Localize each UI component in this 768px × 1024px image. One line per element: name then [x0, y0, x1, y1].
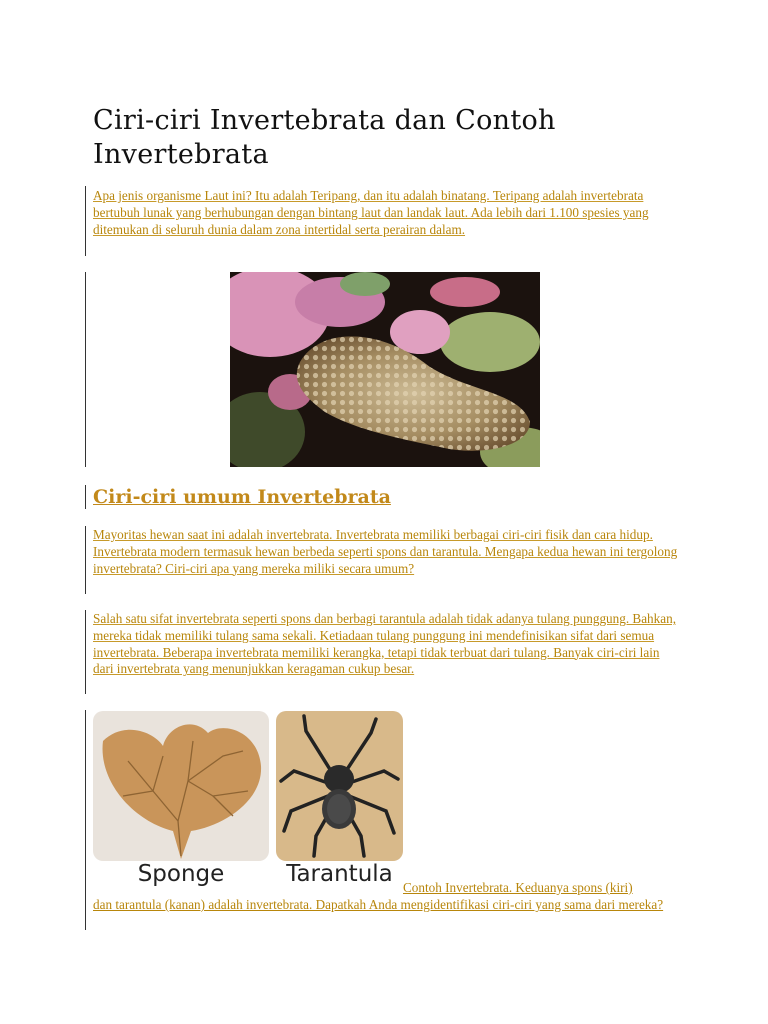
tarantula-label: Tarantula	[286, 861, 393, 887]
margin-bar	[85, 485, 86, 509]
sponge-label: Sponge	[137, 861, 225, 887]
page-title: Ciri-ciri Invertebrata dan Contoh Invertebrata	[93, 105, 556, 170]
caption-link[interactable]: Contoh Invertebrata. Keduanya spons (kiri)	[403, 880, 633, 895]
intro-paragraph[interactable]: Apa jenis organisme Laut ini? Itu adalah Teripang, dan itu adalah binatang. Teripang adalah invertebrata bertubuh lunak yang berhubungan dengan bintang laut dan landak laut. Ada lebih dari 1.100 spesies yang ditemukan di seluruh dunia dalam zona intertidal serta perairan dalam.	[93, 188, 649, 237]
section-heading[interactable]: Ciri-ciri umum Invertebrata	[93, 486, 391, 508]
caption-paragraph[interactable]: dan tarantula (kanan) adalah invertebrata. Dapatkah Anda mengidentifikasi ciri-ciri yang sama dari mereka?	[93, 897, 664, 912]
margin-bar	[85, 710, 86, 930]
paragraph-2[interactable]: Salah satu sifat invertebrata seperti spons dan berbagi tarantula adalah tidak adanya tulang punggung. Bahkan, mereka tidak memiliki tulang sama sekali. Ketiadaan tulang punggung ini mendefinisikan sifat dari semua invertebrata. Beberapa invertebrata memiliki kerangka, tetapi tidak terbuat dari tulang. Banyak ciri-ciri lain dari invertebrata yang menunjukkan keragaman cukup besar.	[93, 611, 676, 677]
sponge-photo	[93, 711, 269, 861]
margin-bar	[85, 272, 86, 467]
margin-bar	[85, 526, 86, 594]
paragraph-1[interactable]: Mayoritas hewan saat ini adalah invertebrata. Invertebrata memiliki berbagai ciri-ciri fisik dan cara hidup. Invertebrata modern termasuk hewan berbeda seperti spons dan tarantula. Mengapa kedua hewan ini tergolong invertebrata? Ciri-ciri apa yang mereka miliki secara umum?	[93, 527, 678, 576]
margin-bar	[85, 610, 86, 694]
sponge-image	[93, 711, 269, 891]
tarantula-photo	[276, 711, 403, 861]
sea-cucumber-photo	[230, 272, 540, 467]
margin-bar	[85, 186, 86, 256]
tarantula-image	[276, 711, 403, 891]
